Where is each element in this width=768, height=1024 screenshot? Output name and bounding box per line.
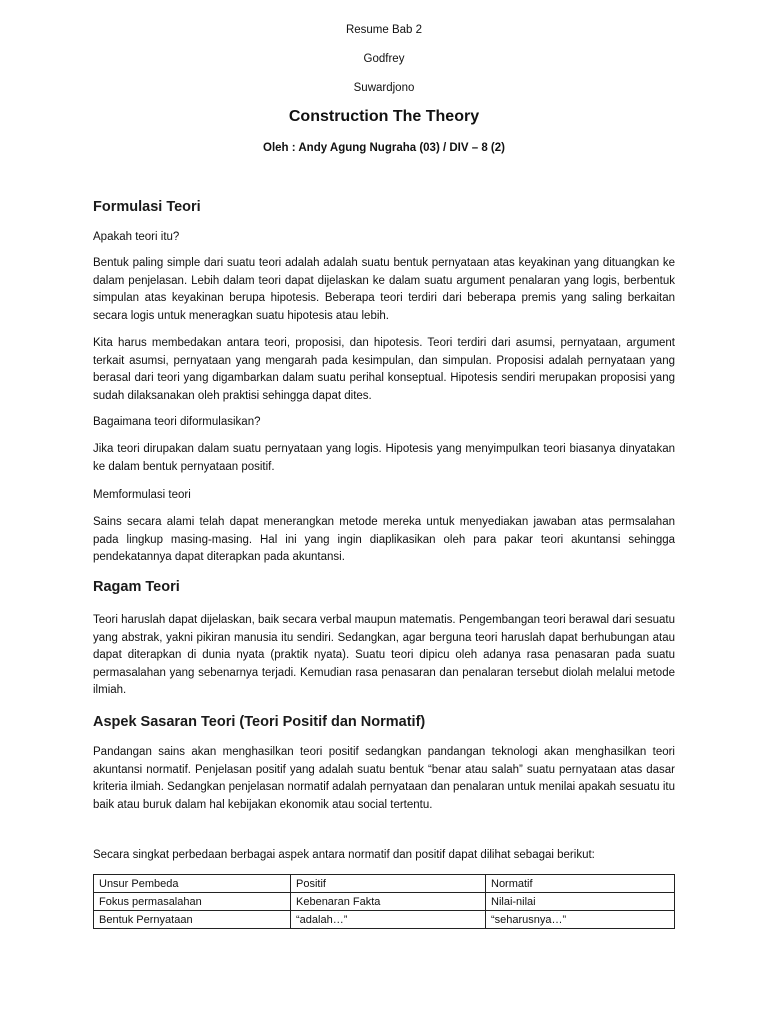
header-resume-line: Resume Bab 2 [345,24,423,36]
table-cell: Nilai-nilai [486,893,675,911]
table-cell: Unsur Pembeda [94,875,291,893]
paragraph-teori-proposisi-hipotesis: Kita harus membedakan antara teori, proposisi, dan hipotesis. Teori terdiri dari asumsi, pernyataan, argument terkait asumsi, pernyataan yang mengarah pada kesimpulan, dan simpulan. Proposisi adalah pernyataan yang berasal dari teori yang digambarkan dalam suatu perihal konseptual. Hipotesis sendiri merupakan proposisi yang sudah dilaksanakan oleh praktisi sehingga dapat dites. [93,337,675,402]
heading-aspek-sasaran-teori: Aspek Sasaran Teori (Teori Positif dan Normatif) [93,714,426,730]
table-cell: Kebenaran Fakta [291,893,486,911]
heading-ragam-teori: Ragam Teori [93,579,180,595]
table-cell: “seharusnya…” [486,911,675,929]
table-cell: Positif [291,875,486,893]
table-cell: “adalah…” [291,911,486,929]
header-author-godfrey: Godfrey [363,53,405,65]
table-cell: Fokus permasalahan [94,893,291,911]
document-title: Construction The Theory [288,108,480,125]
subheading-memformulasi-teori: Memformulasi teori [93,489,191,501]
paragraph-ragam-teori: Teori haruslah dapat dijelaskan, baik secara verbal maupun matematis. Pengembangan teori berawal dari sesuatu yang abstrak, yakni pikiran manusia itu sendiri. Sedangkan, agar berguna teori haruslah dapat berhubungan atau dapat diterapkan di dunia nyata (praktik nyata). Suatu teori dipicu oleh adanya rasa penasaran pada suatu permasalahan yang sebenarnya terjadi. Kemudian rasa penasaran dan penalaran tersebut diolah melalui metode ilmiah. [93,614,675,696]
table-intro-sentence: Secara singkat perbedaan berbagai aspek antara normatif dan positif dapat dilihat sebagai berikut: [93,849,595,861]
table-row [94,893,675,911]
header-author-suwardjono: Suwardjono [353,82,415,94]
paragraph-formulasi: Jika teori dirupakan dalam suatu pernyataan yang logis. Hipotesis yang menyimpulkan teori biasanya dinyatakan ke dalam bentuk pernyataan positif. [93,443,675,473]
paragraph-memformulasi: Sains secara alami telah dapat menerangkan metode mereka untuk menyediakan jawaban atas permsalahan pada lingkup masing-masing. Hal ini yang ingin diaplikasikan oleh para pakar teori akuntansi sehingga pendekatannya dapat diterapkan pada akuntansi. [93,516,675,563]
author-byline: Oleh : Andy Agung Nugraha (03) / DIV – 8 (2) [263,142,505,154]
paragraph-positif-normatif: Pandangan sains akan menghasilkan teori positif sedangkan pandangan teknologi akan menghasilkan teori akuntansi normatif. Penjelasan positif yang adalah suatu bentuk “benar atau salah” suatu pernyataan atas dasar kriteria ilmiah. Sedangkan penjelasan normatif adalah pernyataan dan penalaran untuk menilai apakah sesuatu itu baik atau buruk dalam hal kebijakan ekonomik atau social tertentu. [93,746,675,811]
question-bagaimana-formulasi: Bagaimana teori diformulasikan? [93,416,261,428]
table-cell: Normatif [486,875,675,893]
comparison-table [93,874,675,929]
question-apakah-teori: Apakah teori itu? [93,231,180,243]
table-cell: Bentuk Pernyataan [94,911,291,929]
table-header-row [94,875,675,893]
table-row [94,911,675,929]
heading-formulasi-teori: Formulasi Teori [93,199,201,215]
paragraph-definisi-teori: Bentuk paling simple dari suatu teori adalah adalah suatu bentuk pernyataan atas keyakinan yang dituangkan ke dalam penjelasan. Lebih dalam teori dapat dijelaskan ke dalam suatu argument penalaran yang logis, berbentuk simpulan atas keyakinan berupa hipotesis. Beberapa teori terdiri dari beberapa premis yang saling berkaitan secara logis untuk meneragkan suatu hipotesis atau lebih. [93,257,675,322]
